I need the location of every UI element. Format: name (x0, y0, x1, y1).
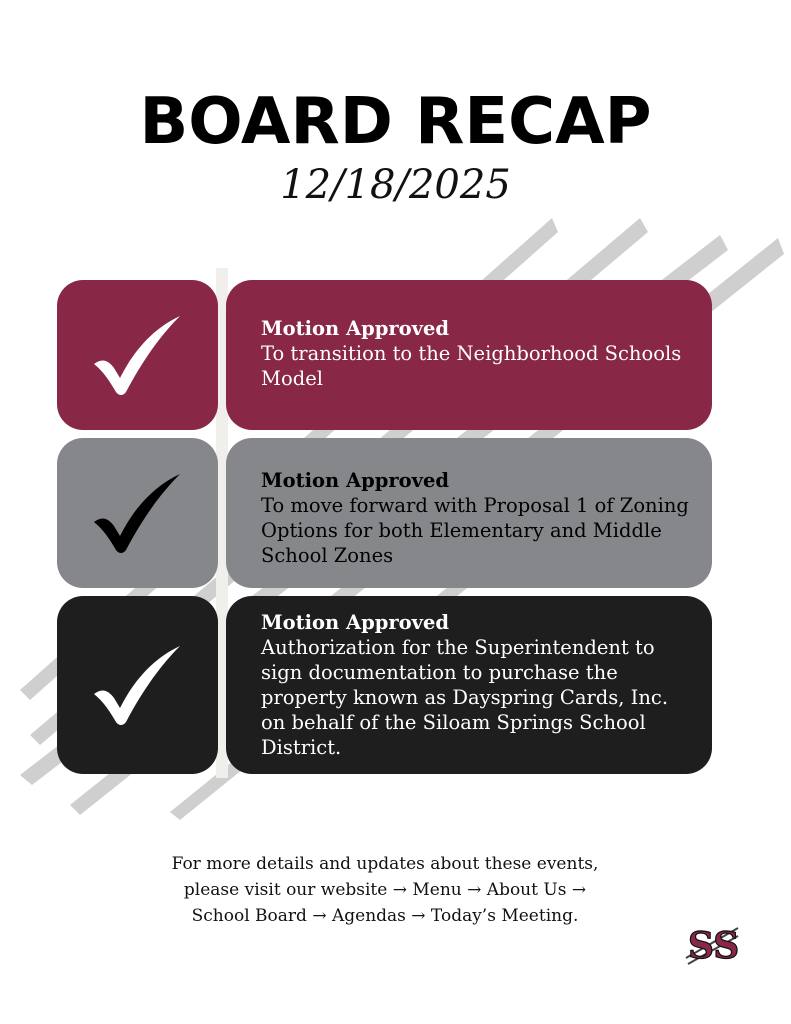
motion-3-check-panel (57, 596, 218, 774)
ss-logo-icon (684, 918, 740, 972)
motion-1-heading: Motion Approved (261, 317, 450, 340)
meeting-date: 12/18/2025 (280, 162, 511, 208)
motion-2-check-panel (57, 438, 218, 588)
checkmark-icon (92, 644, 184, 726)
motion-1-body: To transition to the Neighborhood Schools Model (261, 342, 682, 390)
motion-3-text (261, 610, 692, 760)
motion-2-card (226, 438, 712, 588)
motion-1-card (226, 280, 712, 430)
logo-letters: SS (688, 925, 740, 967)
motion-3-card (226, 596, 712, 774)
motion-1-text (261, 316, 692, 391)
page-title: BOARD RECAP (139, 85, 652, 159)
school-logo (684, 918, 740, 972)
motion-2-text (261, 468, 692, 568)
motion-3-checkmark (57, 596, 218, 774)
motion-2-checkmark (57, 438, 218, 588)
motion-2-heading: Motion Approved (261, 469, 450, 492)
checkmark-icon (92, 472, 184, 554)
motion-2-body: To move forward with Proposal 1 of Zoning Options for both Elementary and Middle School Zones (261, 494, 689, 567)
checkmark-icon (92, 314, 184, 396)
motion-1-checkmark (57, 280, 218, 430)
motion-3-heading: Motion Approved (261, 611, 450, 634)
footer-note: For more details and updates about these events, please visit our website → Menu → About Us → School Board → Agendas → Today’s Meeting. (171, 854, 599, 926)
motion-1-check-panel (57, 280, 218, 430)
motion-3-body: Authorization for the Superintendent to sign documentation to purchase the property known as Dayspring Cards, Inc. on behalf of the Siloam Springs School District. (261, 636, 669, 759)
